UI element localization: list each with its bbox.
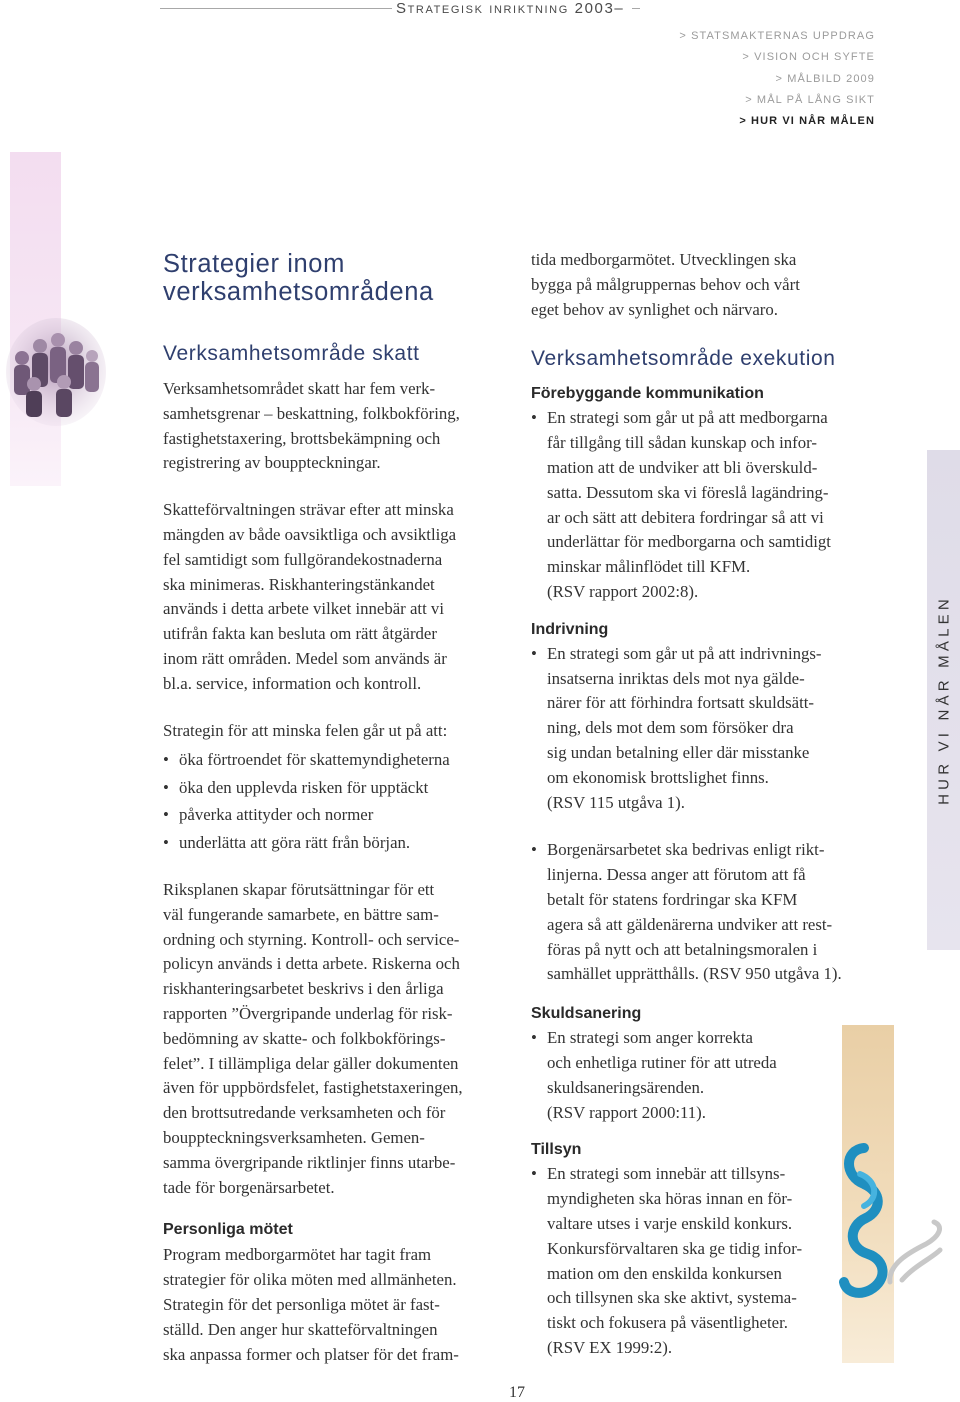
strategy-bullet-list: [163, 746, 513, 856]
paragraph-skatteforvaltningen: Skatteförvaltningen strävar efter att minska mängden av både oavsiktliga och avsiktliga fel samtidigt som fullgörandekostnaderna ska minimeras. Riskhanteringstänkandet används i detta arbete vilket innebär att vi utifrån fakta kan besluta om rätt åtgärder inom rätt områden. Medel som används är bl.a. service, information och kontroll.: [163, 500, 457, 693]
section-heading-skatt: Verksamhetsområde skatt: [163, 342, 420, 365]
nav-item-malbild-2009[interactable]: > MÅLBILD 2009: [775, 72, 875, 85]
nav-item-vision-och-syfte[interactable]: > VISION OCH SYFTE: [742, 51, 875, 64]
list-item: • En strategi som går ut på att medborgarna får tillgång till sådan kunskap och infor- mation att de undviker att bli överskuld- satta. Dessutom ska vi föreslå lagändring- ar och sätt att debitera fordringar så att vi underlättar för medborgarna och samtidigt minskar målinflödet till KFM. (RSV rapport 2002:8).: [531, 406, 886, 604]
section-navigation: [679, 26, 875, 132]
right-column: [531, 248, 886, 1361]
paragraph-continued: tida medborgarmötet. Utvecklingen ska bygga på målgruppernas behov och vårt eget behov av synlighet och närvaro.: [531, 250, 800, 319]
subheading-skuldsanering: Skuldsanering: [531, 1005, 642, 1023]
paragraph-personliga-motet: Program medborgarmötet har tagit fram strategier för olika möten med allmänheten. Strategin för det personliga mötet är fast- ställd. Den anger hur skatteförvaltningen ska anpassa former och platser för det fram-: [163, 1245, 459, 1364]
page-title: [163, 250, 513, 306]
list-item: • En strategi som anger korrekta och enhetliga rutiner för att utreda skuldsaneringsärenden. (RSV rapport 2000:11).: [531, 1026, 886, 1125]
bullet-list-skuldsanering: [531, 1026, 886, 1125]
paragraph-skatt-intro: Verksamhetsområdet skatt har fem verk- samhetsgrenar – beskattning, folkbokföring, fastighetstaxering, brottsbekämpning och registrering av bouppteckningar.: [163, 379, 460, 473]
left-column: [163, 246, 513, 1367]
page-number: 17: [509, 1384, 525, 1401]
header-rule-left: [160, 8, 392, 9]
subheading-indrivning: Indrivning: [531, 620, 609, 638]
list-item: • En strategi som går ut på att indrivnings- insatserna inriktas dels mot nya gälde- närer för att förhindra fortsatt skuldsätt- ning, dels mot dem som försöker dra sig undan betalning eller där misstanke om ekonomisk brottslighet finns. (RSV 115 utgåva 1).: [531, 642, 886, 816]
list-item: • öka förtroendet för skattemyndigheterna: [163, 746, 513, 773]
bullet-list-indrivning: [531, 642, 886, 987]
paragraph-riksplanen: Riksplanen skapar förutsättningar för ett väl fungerande samarbete, en bättre sam- ordning och styrning. Kontroll- och service- policyn används i detta arbete. Riskerna och riskhanteringsarbetet beskrivs i den årliga rapporten ”Övergripande underlag för risk- bedömning av skatte- och folkbokförings- felet”. I tillämpliga delar gäller dokumenten även för uppbördsfelet, fastighetstaxeringen, den brottsutredande verksamheten och för bouppteckningsverksamheten. Gemen- samma övergripande riktlinjer finns utarbe- tade för borgenärsarbetet.: [163, 879, 463, 1197]
section-heading-exekution: Verksamhetsområde exekution: [531, 347, 836, 371]
bullet-list-tillsyn: [531, 1162, 886, 1360]
subheading-forebyggande-kommunikation: Förebyggande kommunikation: [531, 385, 764, 403]
page-title-line-2: verksamhetsområdena: [163, 278, 434, 306]
group-photo-collage-image: [4, 310, 108, 430]
list-item: • öka den upplevda risken för upptäckt: [163, 774, 513, 801]
header-rule-right: [632, 8, 640, 9]
subheading-tillsyn: Tillsyn: [531, 1141, 582, 1159]
section-side-tab-label: HUR VI NÅR MÅLEN: [935, 595, 952, 805]
bullet-list-forebyggande: [531, 406, 886, 604]
list-item: • underlätta att göra rätt från början.: [163, 829, 513, 856]
strategy-intro: Strategin för att minska felen går ut på att:: [163, 720, 448, 740]
nav-item-statsmakternas-uppdrag[interactable]: > STATSMAKTERNAS UPPDRAG: [679, 30, 875, 42]
list-item: • Borgenärsarbetet ska bedrivas enligt rikt- linjerna. Dessa anger att förutom att få betalt för statens fordringar ska KFM agera så att gäldenärerna undviker att rest- föras på nytt och att betalningsmoralen i samhället upprätthålls. (RSV 950 utgåva 1).: [531, 838, 886, 987]
subheading-personliga-motet: Personliga mötet: [163, 1221, 293, 1239]
nav-item-mal-pa-lang-sikt[interactable]: > MÅL PÅ LÅNG SIKT: [745, 93, 875, 106]
list-item: • En strategi som innebär att tillsyns- myndigheten ska höras innan en för- valtare utses i varje enskild konkurs. Konkursförvaltaren ska ge tidig infor- mation om den enskilda konkursen och tillsynen ska ske aktivt, systema- tiskt och fokusera på väsentligheter. (RSV EX 1999:2).: [531, 1162, 886, 1360]
nav-item-hur-vi-nar-malen[interactable]: > HUR VI NÅR MÅLEN: [739, 115, 875, 128]
document-header-title: Strategisk inriktning 2003–: [396, 0, 625, 17]
page-title-line-1: Strategier inom: [163, 250, 345, 278]
list-item: • påverka attityder och normer: [163, 801, 513, 828]
